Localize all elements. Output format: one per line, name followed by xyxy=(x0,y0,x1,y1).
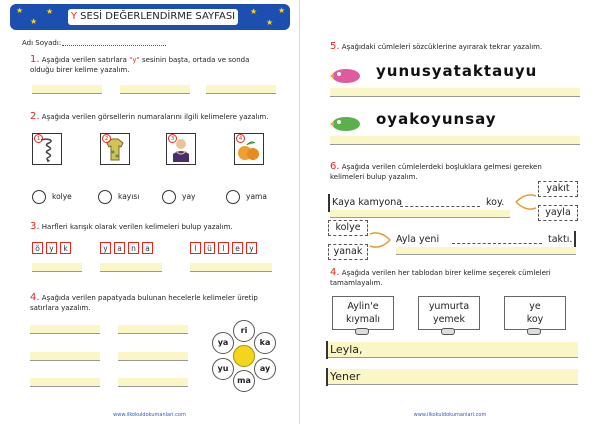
letter-group xyxy=(100,242,153,254)
answer-line[interactable] xyxy=(206,85,276,94)
merged-sentence: yunusyataktauyu xyxy=(376,62,538,80)
table-word[interactable]: yumurta xyxy=(428,301,470,312)
bird-icon xyxy=(328,66,364,84)
star-icon: ★ xyxy=(46,7,54,16)
bird-icon xyxy=(328,114,364,132)
petal: ay xyxy=(254,358,276,380)
page-title xyxy=(68,9,238,25)
table-word[interactable]: Aylin'e xyxy=(347,301,379,312)
footer-url: www.ilkokuldokumanlari.com xyxy=(113,412,186,418)
answer-line[interactable] xyxy=(100,263,162,272)
answer-line[interactable] xyxy=(330,136,580,145)
star-icon: ★ xyxy=(278,6,286,15)
table-word[interactable]: yemek xyxy=(432,314,466,325)
question-number: 4. xyxy=(330,267,340,278)
image-box-shirt: 2 xyxy=(100,133,130,165)
petal: ka xyxy=(254,332,276,354)
letter-group xyxy=(190,242,257,254)
answer-line[interactable] xyxy=(32,85,102,94)
image-box-necklace: 3 xyxy=(166,133,196,165)
letter-tile: a xyxy=(142,242,153,254)
answer-circle[interactable] xyxy=(162,190,176,204)
answer-circle[interactable] xyxy=(98,190,112,204)
question-number: 4. xyxy=(30,292,40,303)
question-5: 5. Aşağıdaki cümleleri sözcüklerine ayırarak tekrar yazalım. xyxy=(330,41,543,52)
right-page xyxy=(300,0,600,424)
question-4: 4. Aşağıda verilen papatyada bulunan hecelerle kelimeler üretip satırlara yazalım. xyxy=(30,292,258,312)
daisy-flower xyxy=(210,320,278,392)
arrow-icon xyxy=(368,228,392,252)
answer-line[interactable] xyxy=(118,378,188,387)
star-icon: ★ xyxy=(250,7,258,16)
letter-tile: e xyxy=(232,242,243,254)
letter-tile: y xyxy=(100,242,111,254)
letter-tile: a xyxy=(114,242,125,254)
arrow-icon xyxy=(514,190,538,214)
word-label: kayısı xyxy=(118,192,140,201)
word-option[interactable]: kolye xyxy=(328,220,368,236)
name-label: Adı Soyadı: xyxy=(22,39,62,47)
answer-line[interactable] xyxy=(32,263,82,272)
question-number: 2. xyxy=(30,111,40,122)
answer-line[interactable] xyxy=(30,352,100,361)
clip-icon xyxy=(527,328,541,335)
word-label: yay xyxy=(182,192,196,201)
clip-icon xyxy=(441,328,455,335)
petal: ri xyxy=(233,320,255,342)
petal: ya xyxy=(212,332,234,354)
question-number: 5. xyxy=(330,41,340,52)
sentence-part: Ayla yeni xyxy=(396,234,440,245)
word-label: kolye xyxy=(52,192,72,201)
question-3: 3. Harfleri karışık olarak verilen kelimeleri bulup yazalım. xyxy=(30,221,233,232)
word-table xyxy=(504,296,566,330)
letter-group xyxy=(32,242,71,254)
merged-sentence: oyakoyunsay xyxy=(376,110,497,128)
title-letter: Y xyxy=(70,11,77,22)
question-number: 3. xyxy=(30,221,40,232)
letter-tile: ü xyxy=(204,242,215,254)
answer-line[interactable] xyxy=(190,263,272,272)
word-table xyxy=(332,296,394,330)
question-number: 1. xyxy=(30,54,40,65)
letter-tile: l xyxy=(190,242,201,254)
image-box-spring: 1 xyxy=(32,133,62,165)
star-icon: ★ xyxy=(266,18,274,27)
answer-line[interactable] xyxy=(118,352,188,361)
star-icon: ★ xyxy=(30,17,38,26)
letter-tile: l xyxy=(218,242,229,254)
petal: yu xyxy=(212,358,234,380)
table-word[interactable]: ye xyxy=(529,301,541,312)
footer-url: www.ilkokuldokumanlari.com xyxy=(413,412,487,418)
blank-line[interactable] xyxy=(400,206,480,207)
letter-tile: y xyxy=(246,242,257,254)
question-number: 6. xyxy=(330,161,340,172)
question-1: 1. Aşağıda verilen satırlara "y" sesinin başta, ortada ve sonda olduğu birer kelime yazalım. xyxy=(30,54,250,74)
sentence-part: taktı. xyxy=(548,234,573,245)
sentence-line[interactable]: Yener xyxy=(328,369,578,385)
answer-circle[interactable] xyxy=(32,190,46,204)
word-table xyxy=(418,296,480,330)
petal: ma xyxy=(233,370,255,392)
word-option[interactable]: yakıt xyxy=(538,181,578,197)
answer-line[interactable] xyxy=(330,210,510,218)
answer-line[interactable] xyxy=(30,378,100,387)
star-icon: ★ xyxy=(16,6,24,15)
question-2: 2. Aşağıda verilen görsellerin numaralarını ilgili kelimelere yazalım. xyxy=(30,111,269,122)
title-text: SESİ DEĞERLENDİRME SAYFASI xyxy=(76,11,236,22)
clip-icon xyxy=(355,328,369,335)
word-option[interactable]: yayla xyxy=(538,205,578,221)
name-field[interactable] xyxy=(62,45,166,46)
letter-tile: ö xyxy=(32,242,43,254)
flower-center xyxy=(233,345,255,367)
answer-line[interactable] xyxy=(120,85,190,94)
letter-tile: y xyxy=(46,242,57,254)
letter-tile: k xyxy=(60,242,71,254)
letter-tile: n xyxy=(128,242,139,254)
blank-line[interactable] xyxy=(452,243,542,244)
answer-line[interactable] xyxy=(118,325,188,334)
answer-line[interactable] xyxy=(330,88,580,97)
answer-line[interactable] xyxy=(30,325,100,334)
y-letter: "y" xyxy=(129,56,140,64)
answer-circle[interactable] xyxy=(226,190,240,204)
answer-line[interactable] xyxy=(396,247,576,255)
table-word[interactable]: kıymalı xyxy=(345,314,381,325)
question-4-right: 4. Aşağıda verilen her tablodan birer kelime seçerek cümleleri tamamlayalım. xyxy=(330,267,551,287)
sentence-line[interactable]: Leyla, xyxy=(328,342,578,358)
sentence-part: koy. xyxy=(486,197,505,208)
table-word[interactable]: koy xyxy=(526,314,544,325)
word-option[interactable]: yanak xyxy=(328,244,368,260)
sentence-part: Kaya kamyona xyxy=(332,197,403,208)
word-label: yama xyxy=(246,192,267,201)
title-banner xyxy=(10,4,290,30)
question-6: 6. Aşağıda verilen cümlelerdeki boşluklara gelmesi gereken kelimeleri bulup yazalım. xyxy=(330,161,542,181)
image-box-apricot: 4 xyxy=(234,133,264,165)
